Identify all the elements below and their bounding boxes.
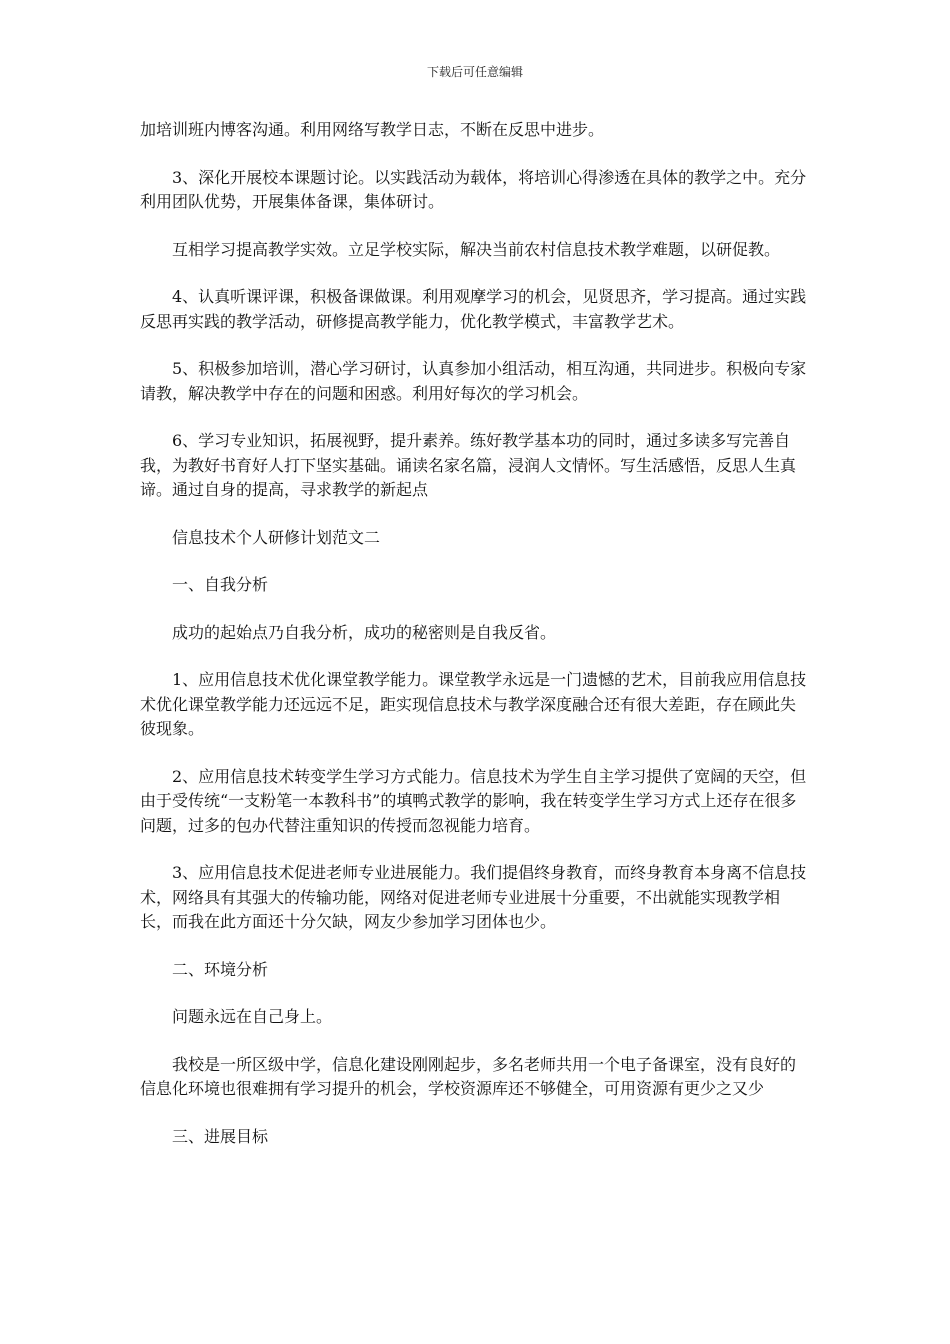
section-heading: 三、进展目标 <box>172 1126 269 1146</box>
document-body <box>140 118 810 1172</box>
paragraph: 互相学习提高教学实效。立足学校实际，解决当前农村信息技术教学难题，以研促教。 <box>172 239 781 259</box>
paragraph: 5、积极参加培训，潜心学习研讨，认真参加小组活动，相互沟通，共同进步。积极向专家请教，解决教学中存在的问题和困惑。利用好每次的学习机会。 <box>140 359 807 403</box>
section-title: 信息技术个人研修计划范文二 <box>172 527 381 547</box>
section-heading: 二、环境分析 <box>172 959 269 979</box>
paragraph: 1、应用信息技术优化课堂教学能力。课堂教学永远是一门遗憾的艺术，目前我应用信息技术优化课堂教学能力还远远不足，距实现信息技术与教学深度融合还有很大差距，存在顾此失彼现象。 <box>140 670 807 738</box>
page-header-note: 下载后可任意编辑 <box>426 65 523 79</box>
paragraph: 加培训班内博客沟通。利用网络写教学日志，不断在反思中进步。 <box>140 120 605 139</box>
paragraph: 3、深化开展校本课题讨论。以实践活动为载体，将培训心得渗透在具体的教学之中。充分利用团队优势，开展集体备课，集体研讨。 <box>140 167 807 211</box>
paragraph: 成功的起始点乃自我分析，成功的秘密则是自我反省。 <box>172 622 557 642</box>
paragraph: 3、应用信息技术促进老师专业进展能力。我们提倡终身教育，而终身教育本身离不信息技术，网络具有其强大的传输功能，网络对促进老师专业进展十分重要，不出就能实现教学相长，而我在此方面还十分欠缺，网友少参加学习团体也少。 <box>140 863 807 931</box>
paragraph: 问题永远在自己身上。 <box>172 1007 333 1026</box>
paragraph: 6、学习专业知识，拓展视野，提升素养。练好教学基本功的同时，通过多读多写完善自我，为教好书育好人打下坚实基础。诵读名家名篇，浸润人文情怀。写生活感悟，反思人生真谛。通过自身的提高，寻求教学的新起点 <box>140 431 797 499</box>
paragraph: 4、认真听课评课，积极备课做课。利用观摩学习的机会，见贤思齐，学习提高。通过实践反思再实践的教学活动，研修提高教学能力，优化教学模式，丰富教学艺术。 <box>140 287 807 331</box>
paragraph: 我校是一所区级中学，信息化建设刚刚起步，多名老师共用一个电子备课室，没有良好的信息化环境也很难拥有学习提升的机会，学校资源库还不够健全，可用资源有更少之又少 <box>140 1054 797 1098</box>
section-heading: 一、自我分析 <box>172 575 269 594</box>
paragraph: 2、应用信息技术转变学生学习方式能力。信息技术为学生自主学习提供了宽阔的天空，但由于受传统“一支粉笔一本教科书”的填鸭式教学的影响，我在转变学生学习方式上还存在很多问题，过多的包办代替注重知识的传授而忽视能力培育。 <box>140 766 807 835</box>
